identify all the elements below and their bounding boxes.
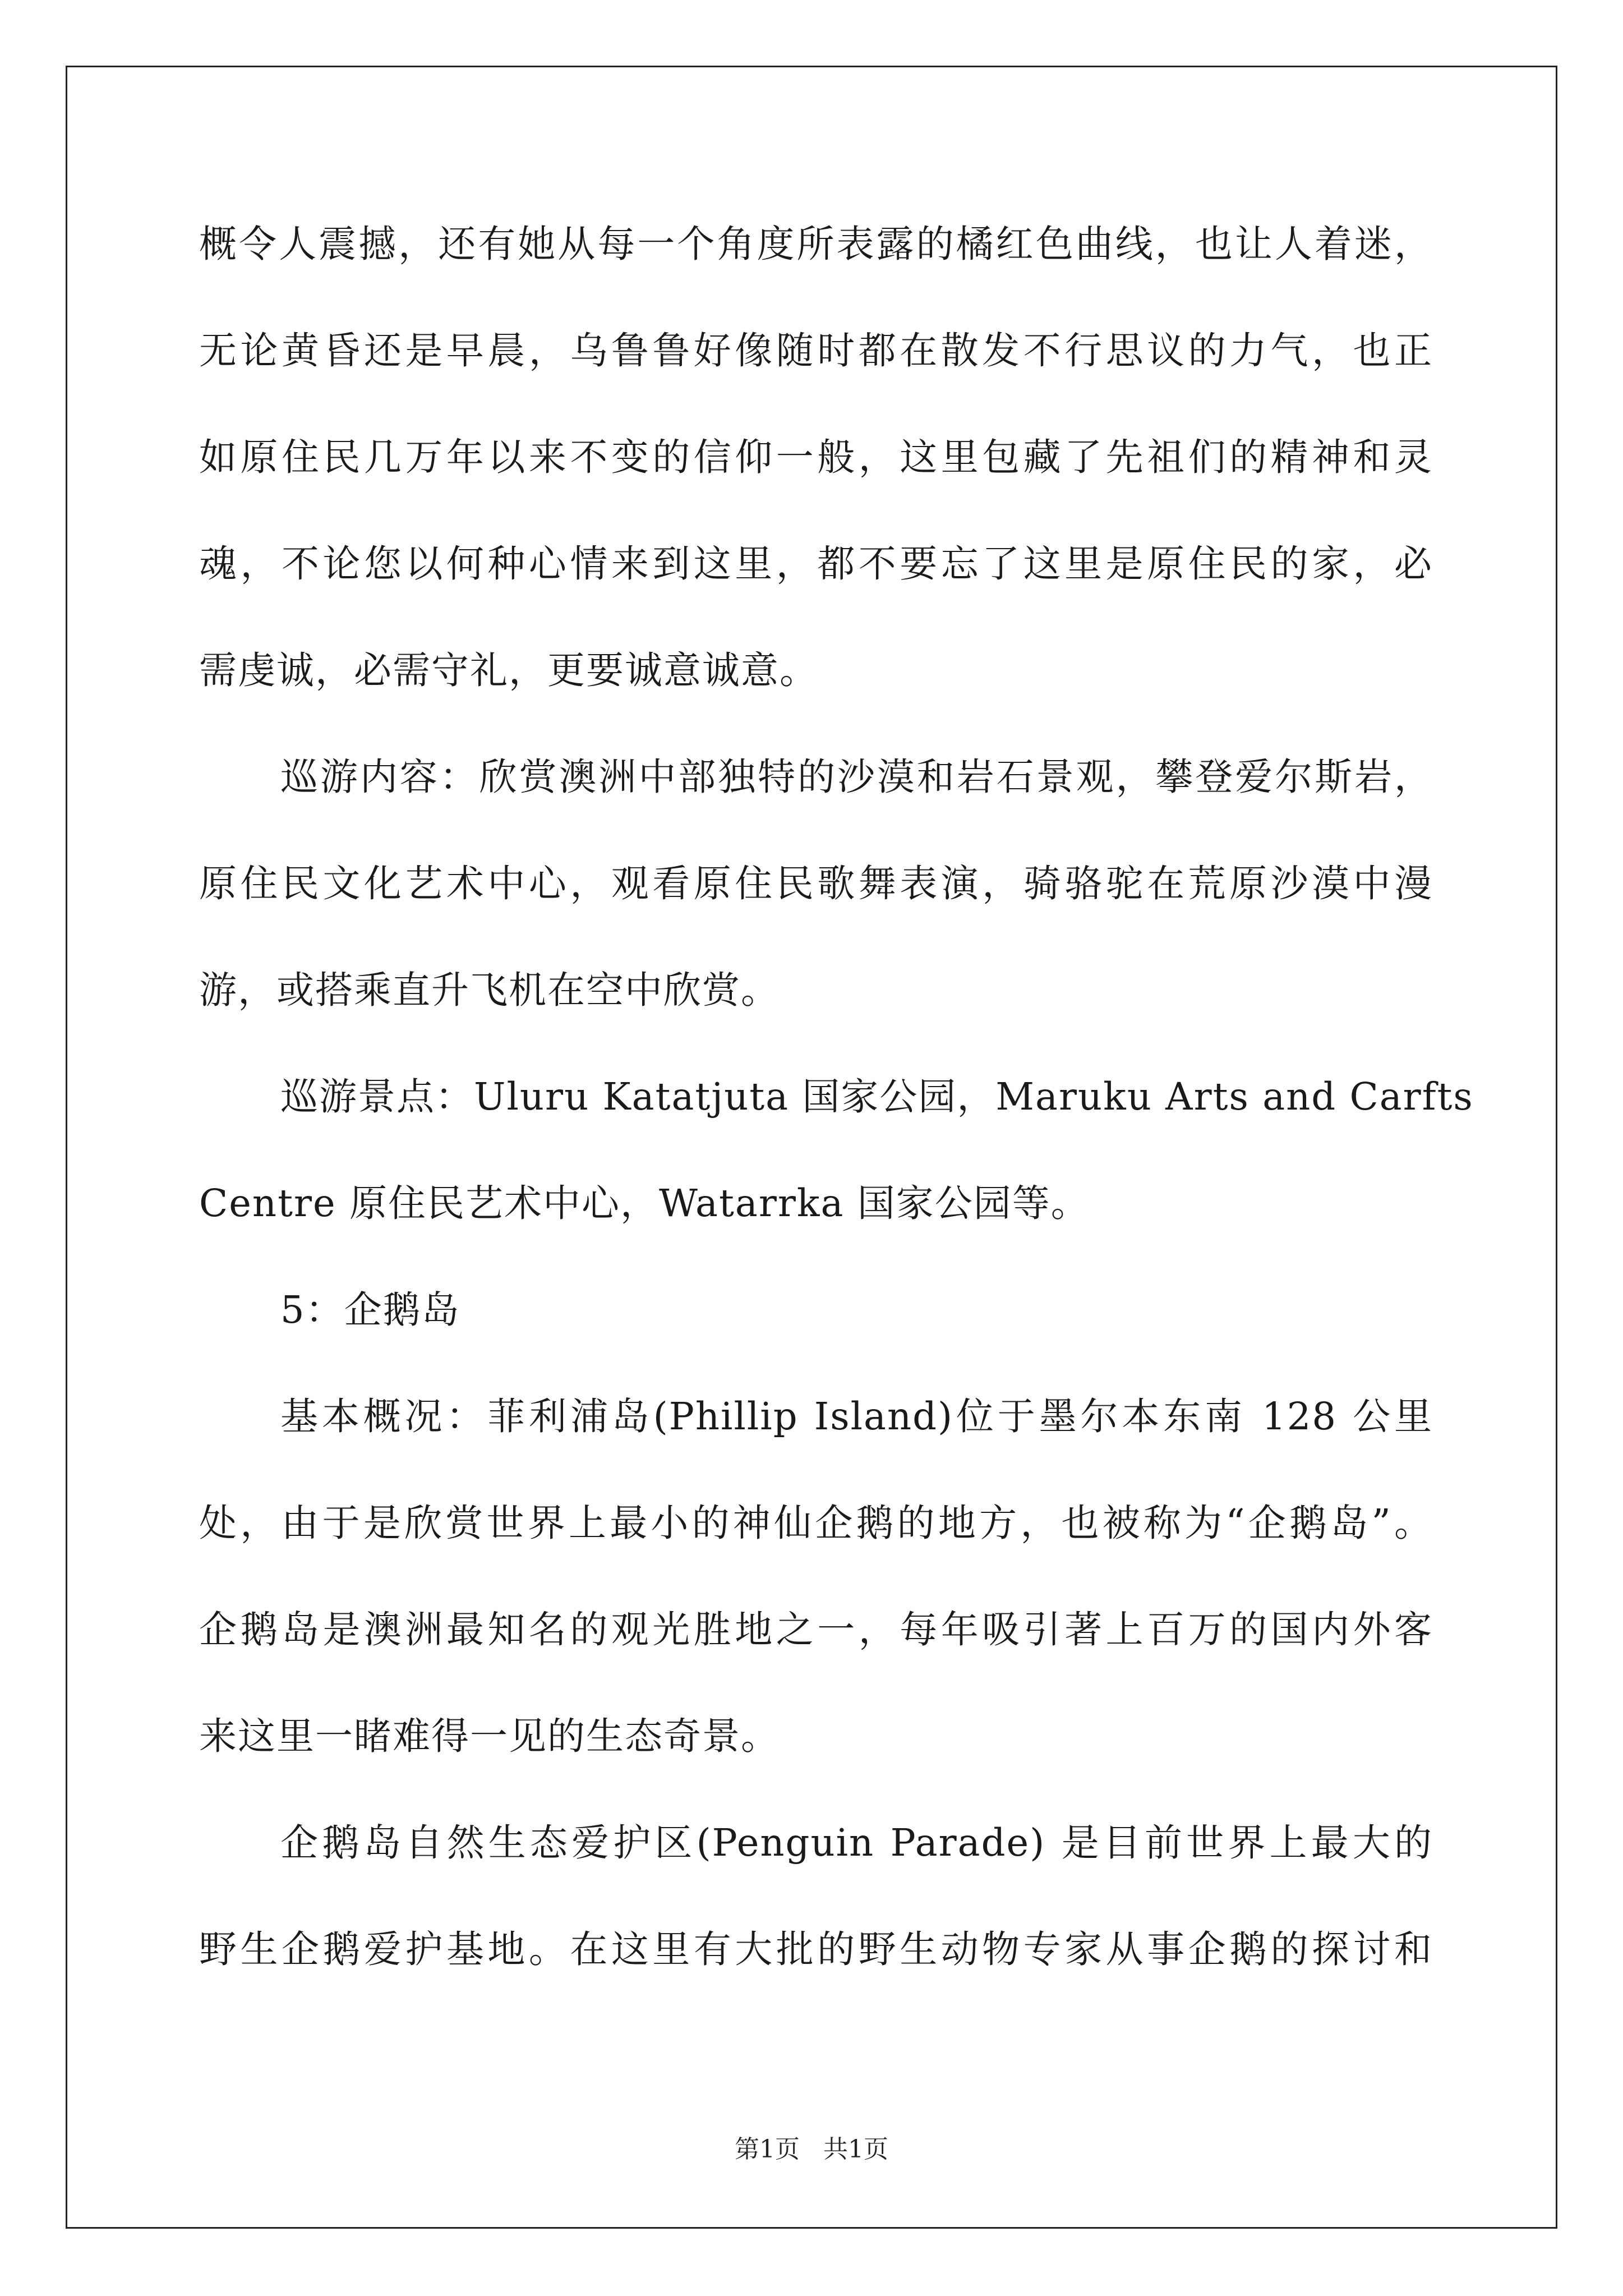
paragraph-first-line: 巡游内容：欣赏澳洲中部独特的沙漠和岩石景观，攀登爱尔斯岩，: [280, 755, 1433, 799]
text-line: 野生企鹅爱护基地。在这里有大批的野生动物专家从事企鹅的探讨和: [199, 1927, 1433, 1971]
text-line: 无论黄昏还是早晨，乌鲁鲁好像随时都在散发不行思议的力气，也正: [199, 329, 1433, 372]
text-line: 魂，不论您以何种心情来到这里，都不要忘了这里是原住民的家，必: [199, 542, 1433, 586]
paragraph-first-line: 企鹅岛自然生态爱护区(Penguin Parade) 是目前世界上最大的: [280, 1821, 1433, 1865]
text-line: 原住民文化艺术中心，观看原住民歌舞表演，骑骆驼在荒原沙漠中漫: [199, 862, 1433, 905]
text-line: Centre 原住民艺术中心，Watarrka 国家公园等。: [199, 1181, 1090, 1225]
paragraph-first-line: 基本概况：菲利浦岛(Phillip Island)位于墨尔本东南 128 公里: [280, 1395, 1433, 1438]
text-line: 需虔诚，必需守礼，更要诚意诚意。: [199, 648, 818, 692]
page-footer: 第1页 共1页: [735, 2135, 888, 2164]
section-heading: 5：企鹅岛: [280, 1288, 460, 1332]
text-line: 来这里一睹难得一见的生态奇景。: [199, 1714, 780, 1758]
text-line: 概令人震撼，还有她从每一个角度所表露的橘红色曲线，也让人着迷，: [199, 222, 1433, 266]
text-line: 企鹅岛是澳洲最知名的观光胜地之一，每年吸引著上百万的国内外客: [199, 1608, 1433, 1651]
page-border: [66, 66, 1557, 2229]
text-line: 游，或搭乘直升飞机在空中欣赏。: [199, 968, 780, 1012]
paragraph-first-line: 巡游景点：Uluru Katatjuta 国家公园，Maruku Arts and Carfts: [280, 1075, 1474, 1119]
text-line: 如原住民几万年以来不变的信仰一般，这里包藏了先祖们的精神和灵: [199, 435, 1433, 479]
text-line: 处，由于是欣赏世界上最小的神仙企鹅的地方，也被称为“企鹅岛”。: [199, 1501, 1433, 1545]
